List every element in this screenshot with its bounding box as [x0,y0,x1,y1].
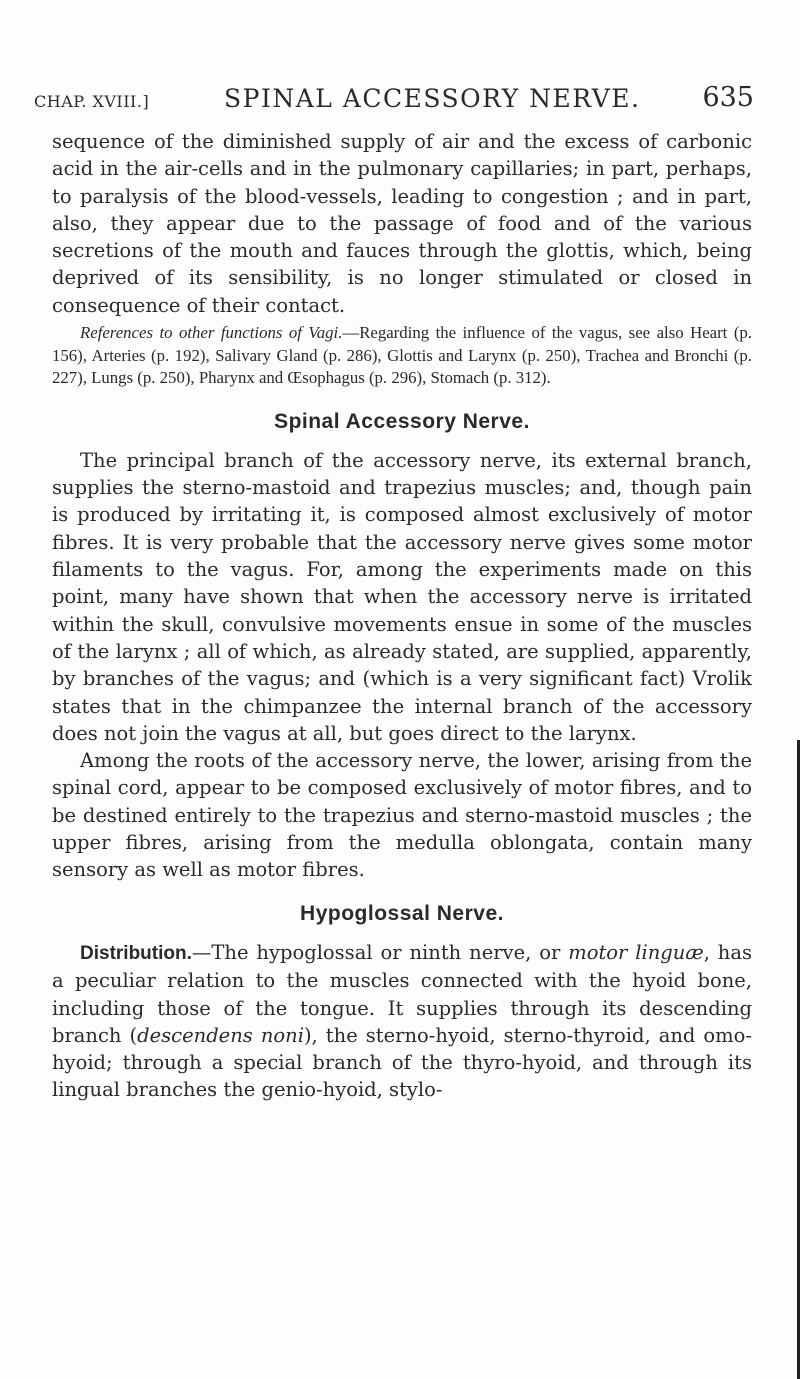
body-text [52,128,752,1104]
spinal-paragraph-1: The principal branch of the accessory nerve, its external branch, supplies the sterno-mastoid and trapezius muscles; and, though pain is produced by irritating it, is composed almost exclusively of motor fibres. It is very probable that the accessory nerve gives some motor filaments to the vagus. For, among the experiments made on this point, many have shown that when the accessory nerve is irritated within the skull, convulsive movements ensue in some of the muscles of the larynx ; all of which, as already stated, are supplied, apparently, by branches of the vagus; and (which is a very significant fact) Vrolik states that in the chimpanzee the internal branch of the accessory does not join the vagus at all, but goes direct to the larynx. [52,448,752,745]
distribution-lead: Distribution. [80,942,192,964]
references-lead: References to other functions of Vagi. [80,323,343,343]
descendens-noni-term: descendens noni [137,1023,304,1047]
motor-linguae-term: motor linguæ [568,940,704,964]
intro-paragraph: sequence of the diminished supply of air and the excess of carbonic acid in the air-cells and in the pulmonary capillaries; in part, perhaps, to paralysis of the blood-vessels, leading to congestion ; and in part, also, they appear due to the passage of food and of the various secretions of the mouth and fauces through the glottis, which, being deprived of its sensibility, is no longer stimulated or closed in consequence of their contact. [52,130,752,317]
spinal-paragraph-2: Among the roots of the accessory nerve, the lower, arising from the spinal cord, appear to be composed exclusively of motor fibres, and to be destined entirely to the trapezius and sterno-mastoid muscles ; the upper fibres, arising from the medulla oblongata, contain many sensory as well as motor fibres. [52,749,752,882]
spinal-accessory-heading: Spinal Accessory Nerve. [274,409,530,433]
running-header [34,78,754,118]
chapter-label: CHAP. XVIII.] [34,92,150,111]
hypoglossal-text-3: ), the sterno-hyoid, sterno-thyroid, and omo-hyoid; through a special branch of the thyro-hyoid, and through its lingual branches the genio-hyoid, stylo- [52,1023,752,1102]
running-title: SPINAL ACCESSORY NERVE. [224,84,641,113]
hypoglossal-heading: Hypoglossal Nerve. [300,901,504,925]
page-number: 635 [702,82,754,113]
references-paragraph [52,322,752,390]
hypoglossal-text-2: , has a peculiar relation to the muscles connected with the hyoid bone, including those of the tongue. It supplies through its descending branch ( [52,940,753,1047]
hypoglossal-paragraph [52,939,752,1104]
references-text: —Regarding the influence of the vagus, see also Heart (p. 156), Arteries (p. 192), Salivary Gland (p. 286), Glottis and Larynx (p. 250), Trachea and Bronchi (p. 227), Lungs (p. 250), Pharynx and Œsophagus (p. 296), Stomach (p. 312). [52,323,752,388]
hypoglossal-text-1: —The hypoglossal or ninth nerve, or [191,940,569,964]
